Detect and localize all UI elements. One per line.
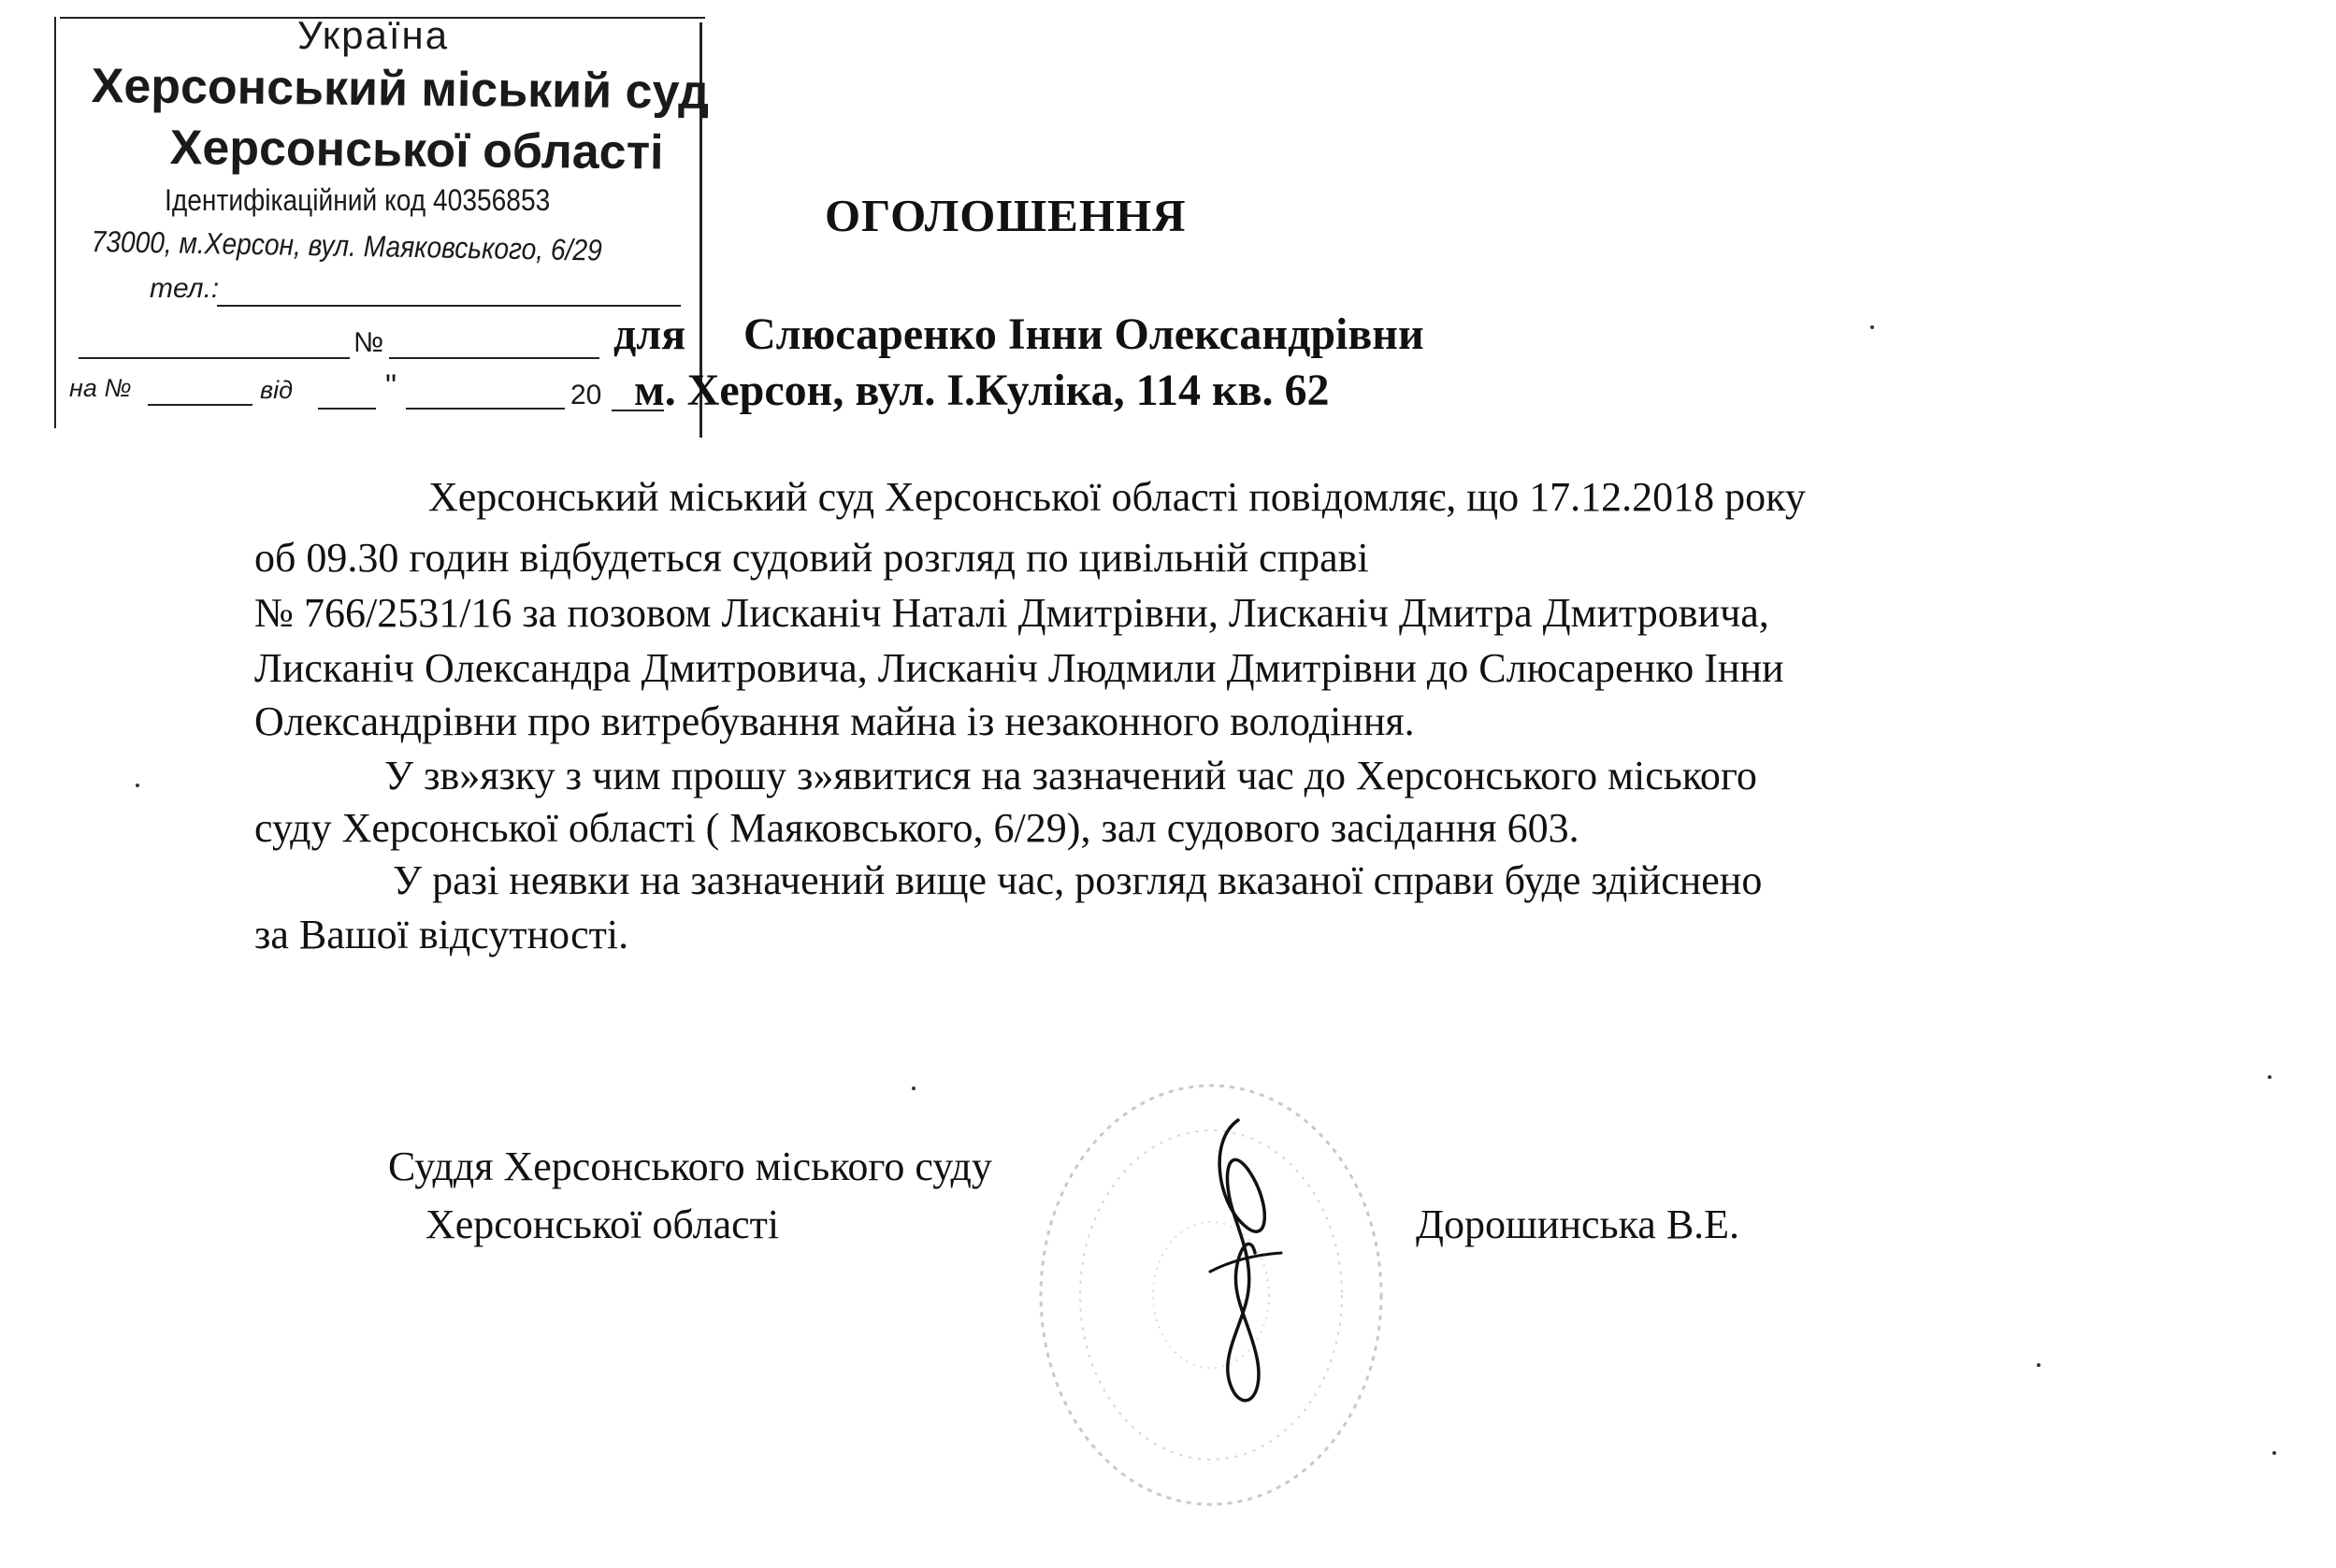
stamp-phone-label: тел.: (150, 273, 220, 304)
judge-name: Дорошинська В.Е. (1416, 1201, 1740, 1247)
addressee-address: м. Херсон, вул. І.Куліка, 114 кв. 62 (634, 366, 1330, 415)
stamp-day-line (318, 408, 376, 410)
scan-speck (1870, 325, 1874, 329)
paragraph-line: Лисканіч Олександра Дмитровича, Лисканіч Людмили Дмитрівни до Слюсаренко Інни (254, 645, 1784, 691)
paragraph-line: У разі неявки на зазначений вище час, розгляд вказаної справи буде здійснено (393, 857, 1763, 903)
paragraph-line: Олександрівни про витребування майна із незаконного володіння. (254, 698, 1415, 744)
paragraph-line: суду Херсонської області ( Маяковського, 6/29), зал судового засідання 603. (254, 805, 1579, 851)
paragraph-line: У зв»язку з чим прошу з»явитися на зазначений час до Херсонського міського (384, 753, 1757, 798)
stamp-country: Україна (297, 13, 450, 57)
paragraph-line: за Вашої відсутності. (254, 912, 629, 957)
stamp-number-line (389, 357, 599, 359)
stamp-address: 73000, м.Херсон, вул. Маяковського, 6/29 (91, 224, 603, 267)
stamp-court-region: Херсонської області (169, 120, 664, 180)
stamp-in-reply-line (148, 404, 252, 406)
stamp-court-name: Херсонський міський суд (91, 58, 710, 120)
stamp-id-code: Ідентифікаційний код 40356853 (165, 183, 551, 217)
addressee-prefix: для (613, 309, 686, 359)
paragraph-line: об 09.30 годин відбудеться судовий розгляд по цивільній справі (254, 535, 1369, 581)
scan-speck (912, 1086, 916, 1090)
scan-speck (2272, 1451, 2276, 1455)
judge-position-line1: Суддя Херсонського міського суду (388, 1144, 992, 1189)
stamp-month-line (406, 408, 565, 410)
stamp-in-reply-label: на № (69, 374, 132, 402)
judge-signature-icon (1190, 1113, 1292, 1412)
stamp-outgoing-line (79, 357, 350, 359)
paragraph-line: Херсонський міський суд Херсонської області повідомляє, що 17.12.2018 року (428, 474, 1806, 520)
stamp-year-prefix: 20 (570, 380, 602, 410)
document-title: ОГОЛОШЕННЯ (825, 190, 1187, 241)
stamp-from-label: від (260, 376, 294, 404)
stamp-phone-line (217, 305, 681, 307)
stamp-number-label: № (353, 327, 384, 358)
judge-position-line2: Херсонської області (425, 1201, 780, 1247)
scan-speck (136, 784, 139, 787)
addressee-name: Слюсаренко Інни Олександрівни (743, 309, 1424, 359)
paragraph-line: № 766/2531/16 за позовом Лисканіч Наталі Дмитрівни, Лисканіч Дмитра Дмитровича, (254, 590, 1769, 636)
stamp-frame-left (54, 17, 56, 428)
scan-speck (2037, 1363, 2040, 1367)
stamp-quote-mark: " (385, 368, 397, 404)
scan-speck (2268, 1075, 2271, 1079)
